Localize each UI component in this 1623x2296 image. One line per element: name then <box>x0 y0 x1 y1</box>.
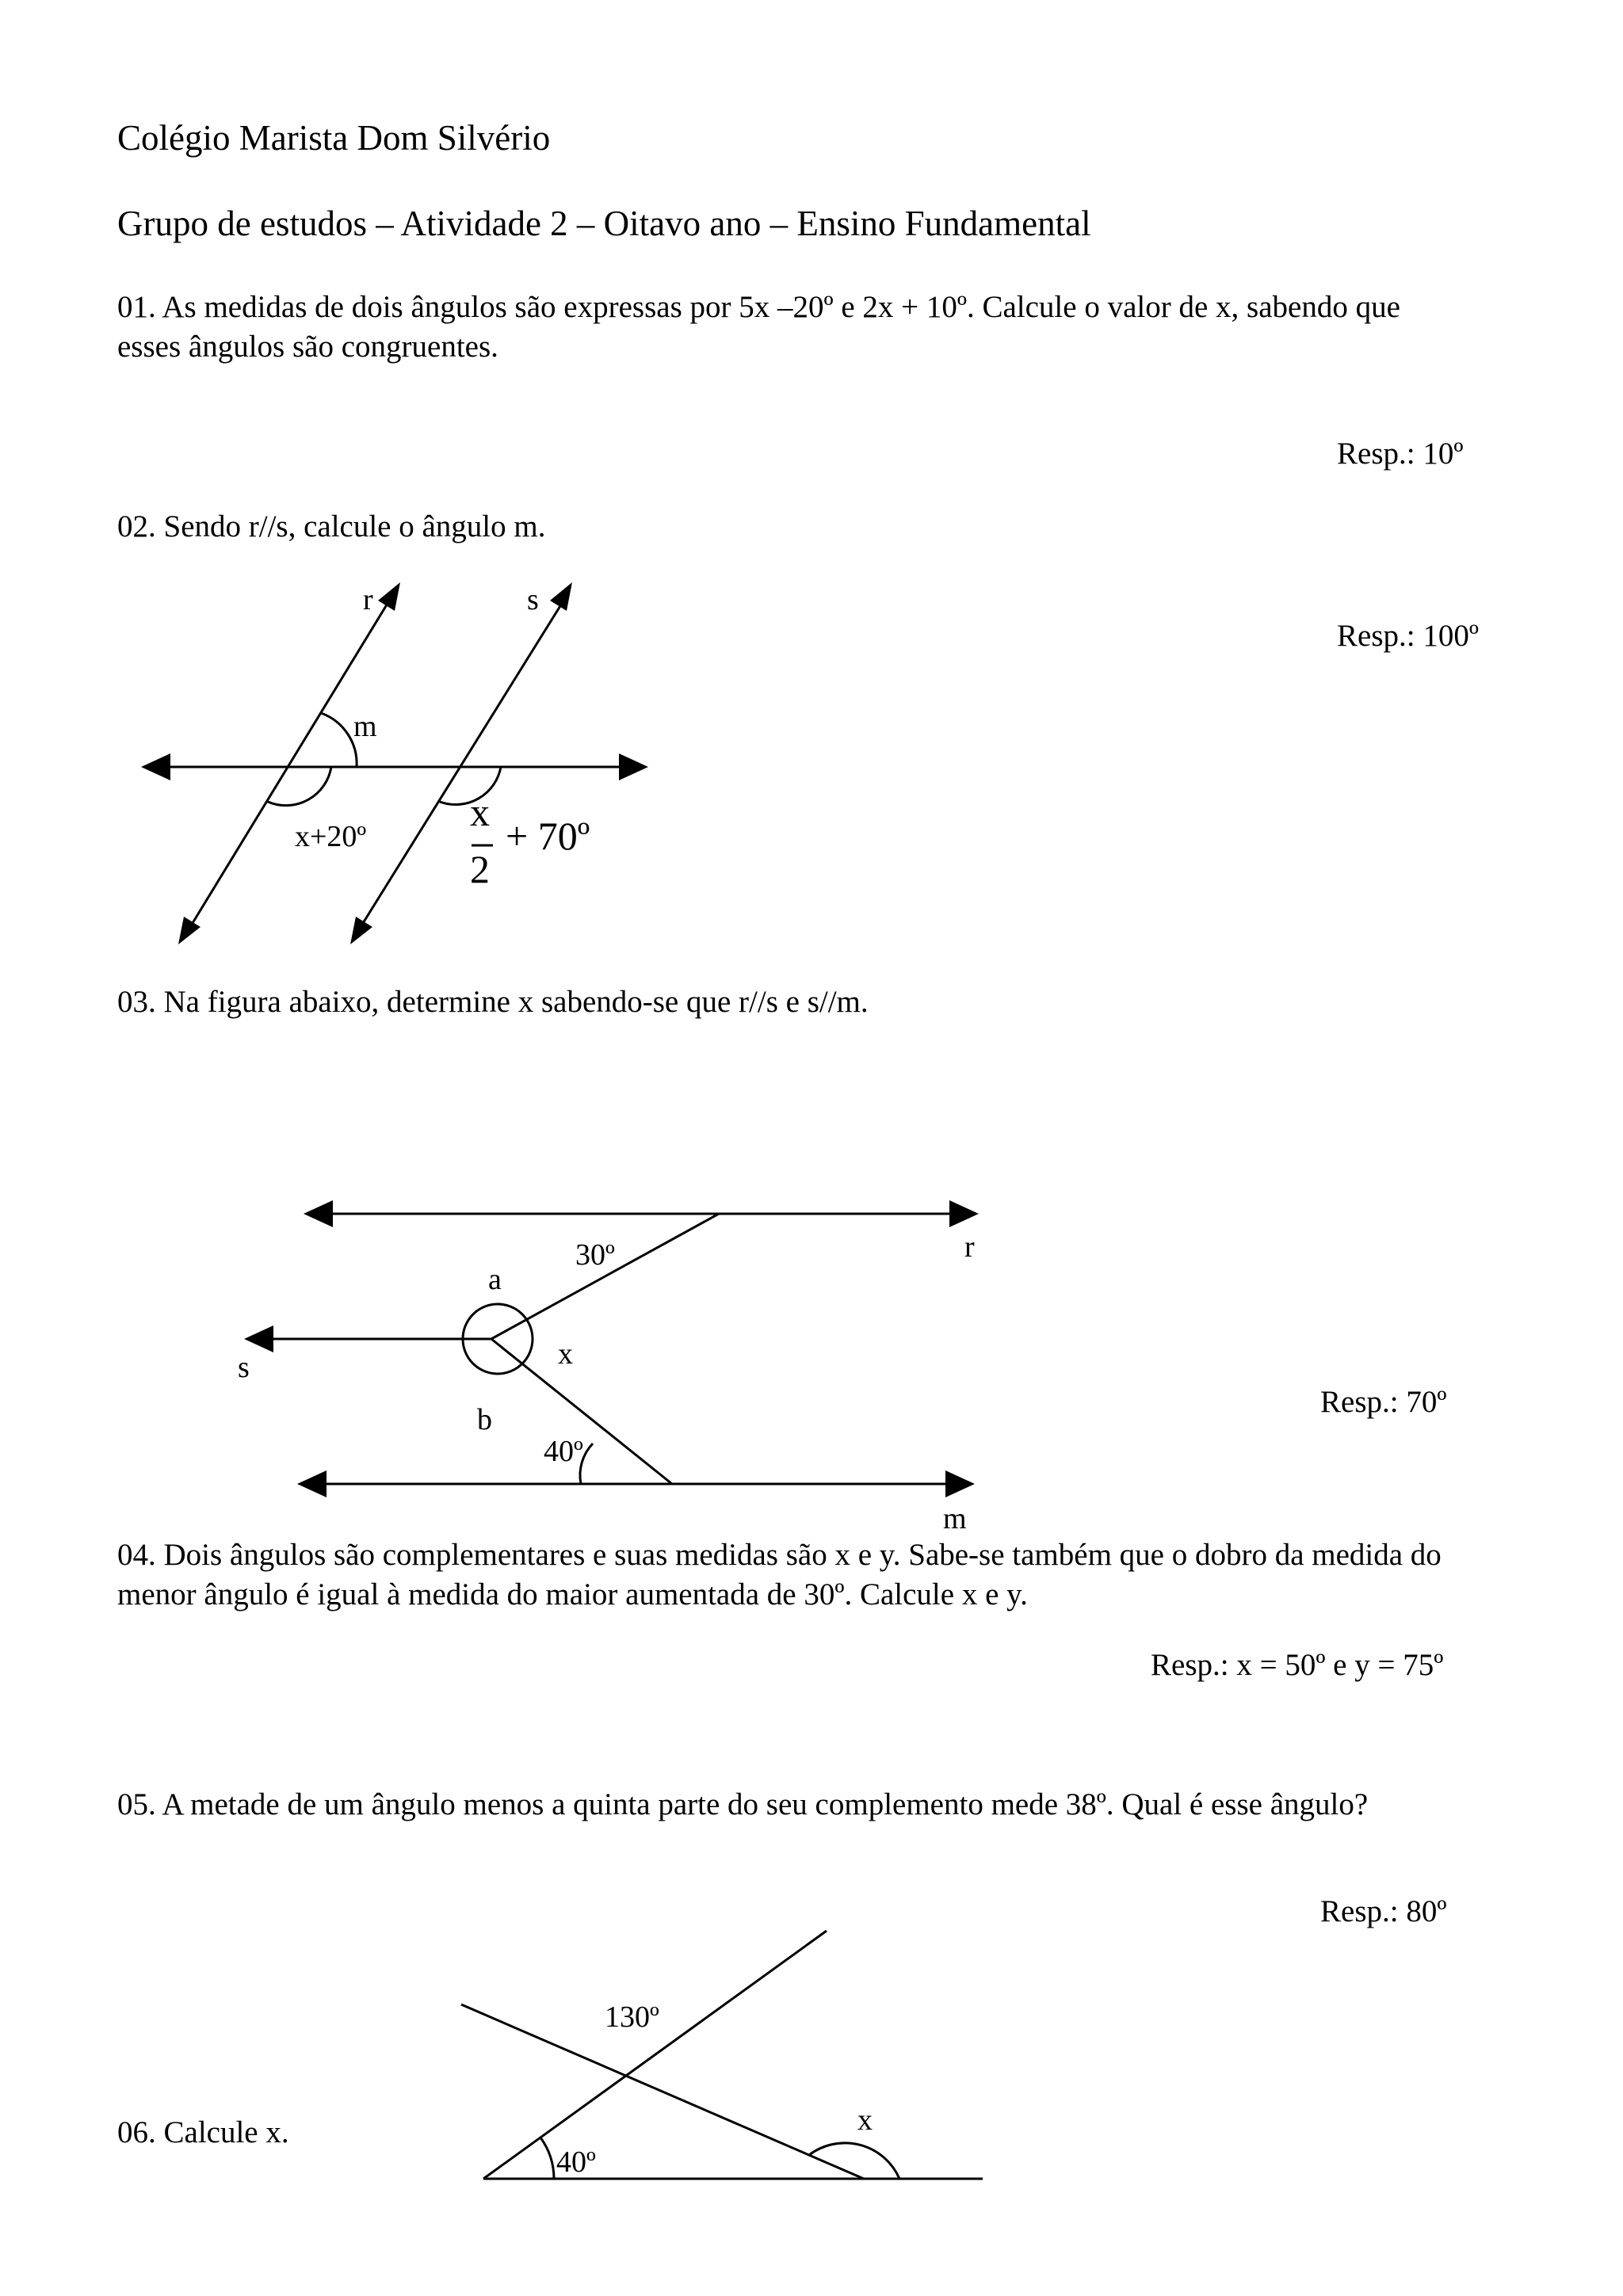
q3-label-30: 30º <box>575 1238 615 1272</box>
q1-text-line1: 01. As medidas de dois ângulos são expressas por 5x –20º e 2x + 10º. Calcule o valor de x, sabendo que <box>117 290 1400 324</box>
school-name: Colégio Marista Dom Silvério <box>117 118 551 158</box>
q4-answer: Resp.: x = 50º e y = 75º <box>1151 1648 1444 1682</box>
q4-text-line1: 04. Dois ângulos são complementares e suas medidas são x e y. Sabe-se também que o dobro da medida do <box>117 1538 1442 1572</box>
q3-label-a: a <box>488 1263 502 1296</box>
q6-label-x: x <box>857 2103 873 2137</box>
q3-answer: Resp.: 70º <box>1320 1385 1447 1419</box>
q3-text: 03. Na figura abaixo, determine x sabendo-se que r//s e s//m. <box>117 985 869 1019</box>
q2-answer: Resp.: 100º <box>1337 619 1479 653</box>
q5-text: 05. A metade de um ângulo menos a quinta parte do seu complemento mede 38º. Qual é esse ângulo? <box>117 1787 1369 1821</box>
q3-label-40: 40º <box>544 1435 583 1468</box>
q5-answer: Resp.: 80º <box>1320 1894 1447 1928</box>
q2-label-m: m <box>353 710 377 743</box>
q3-label-r: r <box>964 1230 975 1264</box>
q2-frac-numerator: x <box>470 790 490 834</box>
q2-label-s: s <box>527 583 539 616</box>
q6-label-40: 40º <box>556 2145 596 2179</box>
q6-text: 06. Calcule x. <box>117 2115 289 2149</box>
q1-text-line2: esses ângulos são congruentes. <box>117 330 498 364</box>
q6-arc-40 <box>540 2138 554 2179</box>
q3-label-b: b <box>477 1403 492 1436</box>
q4-text-line2: menor ângulo é igual à medida do maior aumentada de 30º. Calcule x e y. <box>117 1577 1028 1611</box>
q6-label-130: 130º <box>605 2000 659 2034</box>
q2-label-r: r <box>363 583 373 616</box>
q3-label-s: s <box>238 1351 250 1384</box>
q1-answer: Resp.: 10º <box>1337 437 1464 471</box>
q2-frac-rest: + 70º <box>506 814 590 858</box>
q3-label-x: x <box>558 1337 573 1371</box>
q2-text: 02. Sendo r//s, calcule o ângulo m. <box>117 509 546 543</box>
q3-label-m: m <box>943 1502 967 1535</box>
activity-subtitle: Grupo de estudos – Atividade 2 – Oitavo ano – Ensino Fundamental <box>117 204 1091 243</box>
q2-label-x20: x+20º <box>295 820 367 853</box>
q2-frac-denominator: 2 <box>470 847 490 891</box>
